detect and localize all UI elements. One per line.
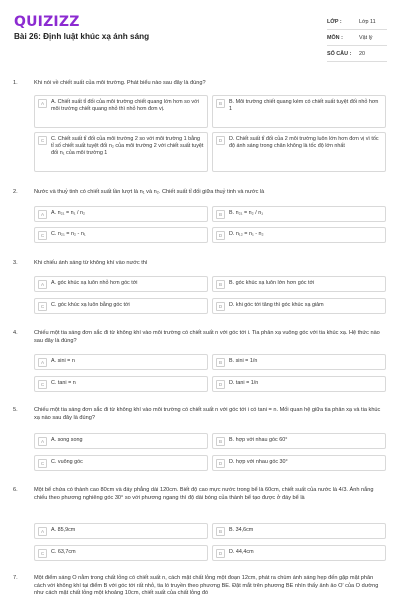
option-letter: C xyxy=(38,302,47,311)
option-letter: A xyxy=(38,358,47,367)
answer-option-b[interactable] xyxy=(212,433,386,449)
option-text: A. song song xyxy=(51,437,83,443)
answer-option-a[interactable] xyxy=(34,523,208,539)
option-text: A. 85,9cm xyxy=(51,527,76,533)
answer-option-c[interactable] xyxy=(34,376,208,392)
meta-label: MÔN : xyxy=(327,34,343,41)
option-letter: A xyxy=(38,437,47,446)
option-text: C. 63,7cm xyxy=(51,549,76,555)
question-text: Khi nói về chiết suất của môi trường. Phát biểu nào sau đây là đúng? xyxy=(34,80,206,86)
question-number: 7. xyxy=(13,575,18,581)
answer-option-b[interactable] xyxy=(212,523,386,539)
meta-value: Vật lý xyxy=(359,34,373,41)
option-text: D. 44,4cm xyxy=(229,549,254,555)
option-text: B. n₂₁ = n₂ / n₁ xyxy=(229,210,264,216)
option-text: B. sini = 1/n xyxy=(229,358,258,364)
question-text: Chiếu một tia sáng đơn sắc đi từ không khí vào môi trường có chiết suất n với góc tới i có tani = n. Mối quan hệ giữa tia phản xạ và tia khúc xạ nào sau đây là đúng? xyxy=(34,407,381,421)
meta-row-count xyxy=(327,46,387,62)
answer-option-a[interactable] xyxy=(34,433,208,449)
meta-row-subject xyxy=(327,30,387,46)
option-text: C. vuông góc xyxy=(51,459,83,465)
option-letter: B xyxy=(216,527,225,536)
question-number: 4. xyxy=(13,330,18,336)
meta-row-class xyxy=(327,14,387,30)
answer-option-d[interactable] xyxy=(212,376,386,392)
question-text: Một bể chứa có thành cao 80cm và đáy phẳng dài 120cm. Biết độ cao mực nước trong bể là 60cm, chiết suất của nước là 4/3. Ánh nắng chiếu theo phương nghiêng góc 30° so với phương ngang thì độ dài bóng của thành bể tạo được ở đáy bể là xyxy=(34,487,374,501)
question-number: 6. xyxy=(13,487,18,493)
option-text: C. n₂₁ = n₂ - n₁ xyxy=(51,231,86,237)
answer-option-b[interactable] xyxy=(212,206,386,222)
answer-option-d[interactable] xyxy=(212,298,386,314)
option-text: D. khi góc tới tăng thì góc khúc xạ giảm xyxy=(229,302,324,308)
option-text: C. góc khúc xạ luôn bằng góc tới xyxy=(51,302,130,308)
option-text: B. Môi trường chiết quang kém có chiết suất tuyệt đối nhỏ hơn 1 xyxy=(229,99,379,112)
option-text: A. sini = n xyxy=(51,358,75,364)
answer-option-b[interactable] xyxy=(212,276,386,292)
question-text: Chiếu một tia sáng đơn sắc đi từ không khí vào môi trường có chiết suất n với góc tới i. Tia phản xạ vuông góc với tia khúc xạ. Hệ thức nào sau đây là đúng? xyxy=(34,330,380,344)
option-letter: A xyxy=(38,99,47,108)
option-letter: B xyxy=(216,280,225,289)
question-text: Nước và thuỷ tinh có chiết suất lần lượt là n₁ và n₂. Chiết suất tỉ đối giữa thuỷ tinh và nước là xyxy=(34,189,265,195)
option-letter: C xyxy=(38,549,47,558)
answer-option-c[interactable] xyxy=(34,227,208,243)
option-letter: B xyxy=(216,210,225,219)
option-text: B. hợp với nhau góc 60° xyxy=(229,437,288,443)
answer-option-c[interactable] xyxy=(34,455,208,471)
option-text: B. 34,6cm xyxy=(229,527,254,533)
answer-option-d[interactable] xyxy=(212,132,386,172)
answer-option-d[interactable] xyxy=(212,455,386,471)
question-number: 1. xyxy=(13,80,18,86)
option-letter: B xyxy=(216,437,225,446)
option-letter: C xyxy=(38,136,47,145)
option-letter: C xyxy=(38,231,47,240)
option-text: A. n₂₁ = n₁ / n₂ xyxy=(51,210,86,216)
option-text: A. Chiết suất tỉ đối của môi trường chiết quang lớn hơn so với môi trường chiết quang nhỏ thì nhỏ hơn đơn vị. xyxy=(51,99,199,112)
option-letter: A xyxy=(38,210,47,219)
question-number: 3. xyxy=(13,260,18,266)
option-text: B. góc khúc xạ luôn lớn hơn góc tới xyxy=(229,280,315,286)
option-letter: A xyxy=(38,527,47,536)
option-letter: C xyxy=(38,380,47,389)
meta-value: 20 xyxy=(359,50,365,57)
option-letter: D xyxy=(216,302,225,311)
option-text: D. n₁₂ = n₁ - n₂ xyxy=(229,231,264,237)
meta-label: LỚP : xyxy=(327,18,342,25)
answer-option-c[interactable] xyxy=(34,545,208,561)
option-text: D. tani = 1/n xyxy=(229,380,259,386)
answer-option-a[interactable] xyxy=(34,95,208,128)
meta-value: Lớp 11 xyxy=(359,18,376,25)
option-letter: D xyxy=(216,549,225,558)
answer-option-b[interactable] xyxy=(212,354,386,370)
answer-option-d[interactable] xyxy=(212,227,386,243)
answer-option-d[interactable] xyxy=(212,545,386,561)
option-text: D. hợp với nhau góc 30° xyxy=(229,459,288,465)
answer-option-a[interactable] xyxy=(34,206,208,222)
question-number: 5. xyxy=(13,407,18,413)
question-text: Khi chiếu ánh sáng từ không khí vào nước thì xyxy=(34,260,148,266)
option-letter: C xyxy=(38,459,47,468)
option-letter: B xyxy=(216,358,225,367)
answer-option-b[interactable] xyxy=(212,95,386,128)
question-text: Một điểm sáng O nằm trong chất lỏng có chiết suất n, cách mặt chất lỏng một đoạn 12cm, phát ra chùm ánh sáng hẹp đến gặp mặt phân cách với không khí tại điểm B với góc tới rất nhỏ, tia ló truyền theo phương BE. Đặt mắt trên phương BE nhìn thấy ảnh ảo O' của O dường như cách mặt chất lỏng một khoảng 10cm, chiết suất của chất lỏng đó xyxy=(34,575,379,597)
option-text: A. góc khúc xạ luôn nhỏ hơn góc tới xyxy=(51,280,138,286)
option-letter: A xyxy=(38,280,47,289)
worksheet-header xyxy=(0,0,400,70)
quizizz-logo: QUIZIZZ xyxy=(14,14,80,30)
option-letter: D xyxy=(216,380,225,389)
meta-box xyxy=(327,14,387,62)
answer-option-c[interactable] xyxy=(34,298,208,314)
answer-option-a[interactable] xyxy=(34,354,208,370)
option-text: D. Chiết suất tỉ đối của 2 môi trường luôn lớn hơn đơn vị vì tốc độ ánh sáng trong chân không là tốc độ lớn nhất xyxy=(229,136,379,149)
question-number: 2. xyxy=(13,189,18,195)
option-text: C. tani = n xyxy=(51,380,76,386)
option-letter: D xyxy=(216,459,225,468)
option-letter: B xyxy=(216,99,225,108)
answer-option-c[interactable] xyxy=(34,132,208,172)
page-title: Bài 26: Định luật khúc xạ ánh sáng xyxy=(14,32,150,41)
meta-label: SỐ CÂU : xyxy=(327,50,352,57)
option-letter: D xyxy=(216,231,225,240)
option-letter: D xyxy=(216,136,225,145)
answer-option-a[interactable] xyxy=(34,276,208,292)
option-text: C. Chiết suất tỉ đối của môi trường 2 so với môi trường 1 bằng tỉ số chiết suất tuyệt đối n₂ của môi trường 2 với chiết suất tuyệt đối n₁ của môi trường 1 xyxy=(51,136,204,156)
